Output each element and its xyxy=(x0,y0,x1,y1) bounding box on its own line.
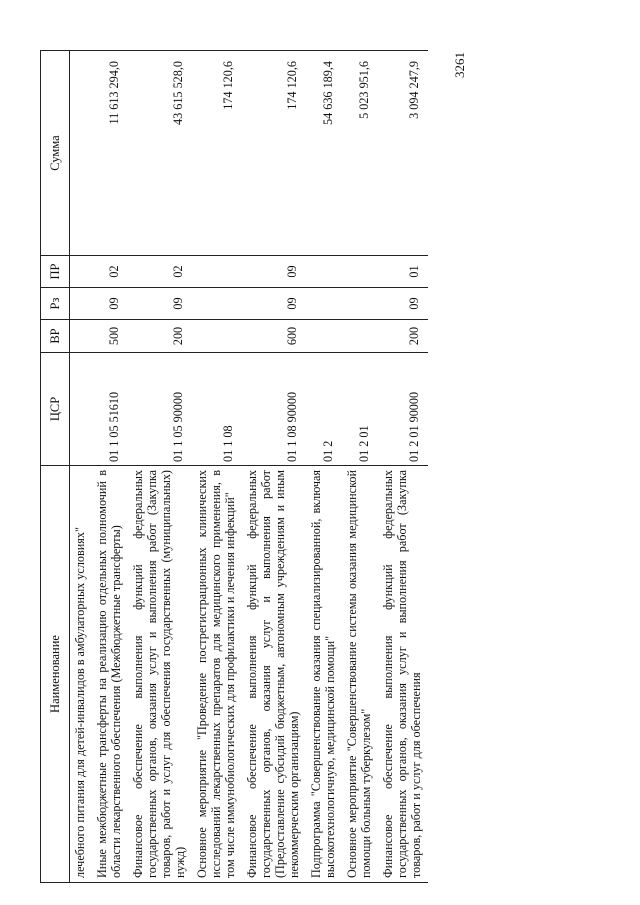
header-pr: ПР xyxy=(41,256,70,288)
row-pr: 02 xyxy=(128,256,192,288)
row-csr: 01 1 08 90000 xyxy=(242,353,306,466)
budget-table xyxy=(40,50,428,883)
row-name: Финансовое обеспечение выполнения функций федеральных государственных органов, оказания услуг и выполнения работ (Предоставление субсидий бюджетным, автономным учреждениям и иным некоммерческим организациям) xyxy=(242,466,306,883)
row-csr: 01 2 01 90000 xyxy=(378,353,428,466)
row-sum: 43 615 528,0 xyxy=(128,51,192,256)
table-row xyxy=(92,51,128,883)
row-vr: 200 xyxy=(128,320,192,353)
row-rz xyxy=(192,288,242,320)
header-csr: ЦСР xyxy=(41,353,70,466)
table-row xyxy=(242,51,306,883)
row-rz: 09 xyxy=(242,288,306,320)
row-pr xyxy=(70,256,93,288)
row-sum: 174 120,6 xyxy=(192,51,242,256)
header-sum: Сумма xyxy=(41,51,70,256)
row-vr xyxy=(192,320,242,353)
row-vr xyxy=(306,320,342,353)
row-sum: 5 023 951,6 xyxy=(342,51,378,256)
header-name: Наименование xyxy=(41,466,70,883)
row-name: Финансовое обеспечение выполнения функций федеральных государственных органов, оказания услуг и выполнения работ (Закупка товаров, работ и услуг для обеспечения xyxy=(378,466,428,883)
row-sum: 3 094 247,9 xyxy=(378,51,428,256)
row-rz: 09 xyxy=(128,288,192,320)
row-pr: 01 xyxy=(378,256,428,288)
row-vr xyxy=(70,320,93,353)
row-name: Основное мероприятие "Совершенствование системы оказания медицинской помощи больным туберкулезом" xyxy=(342,466,378,883)
table-row xyxy=(342,51,378,883)
row-sum xyxy=(70,51,93,256)
row-sum: 174 120,6 xyxy=(242,51,306,256)
row-pr: 09 xyxy=(242,256,306,288)
row-pr xyxy=(306,256,342,288)
row-csr: 01 2 01 xyxy=(342,353,378,466)
row-vr: 600 xyxy=(242,320,306,353)
row-vr xyxy=(342,320,378,353)
row-csr: 01 1 05 51610 xyxy=(92,353,128,466)
table-row xyxy=(378,51,428,883)
row-name: Иные межбюджетные трансферты на реализацию отдельных полномочий в области лекарственного обеспечения (Межбюджетные трансферты) xyxy=(92,466,128,883)
row-name: лечебного питания для детей-инвалидов в амбулаторных условиях" xyxy=(70,466,93,883)
row-csr: 01 1 08 xyxy=(192,353,242,466)
page-number-text: 3261 xyxy=(452,52,467,78)
row-rz: 09 xyxy=(92,288,128,320)
row-name: Основное мероприятие "Проведение пострегистрационных клинических исследований лекарственных препаратов для медицинского применения, в том числе иммунобиологических для профилактики и лечения инфекций" xyxy=(192,466,242,883)
table-row xyxy=(192,51,242,883)
table-row xyxy=(70,51,93,883)
table-row xyxy=(306,51,342,883)
budget-table-rotated xyxy=(40,51,560,883)
row-rz: 09 xyxy=(378,288,428,320)
row-pr xyxy=(192,256,242,288)
row-csr xyxy=(70,353,93,466)
row-csr: 01 2 xyxy=(306,353,342,466)
table-row xyxy=(128,51,192,883)
row-name: Подпрограмма "Совершенствование оказания специализированной, включая высокотехнологичную, медицинской помощи" xyxy=(306,466,342,883)
row-pr xyxy=(342,256,378,288)
row-sum: 54 636 189,4 xyxy=(306,51,342,256)
row-vr: 200 xyxy=(378,320,428,353)
row-vr: 500 xyxy=(92,320,128,353)
row-csr: 01 1 05 90000 xyxy=(128,353,192,466)
row-pr: 02 xyxy=(92,256,128,288)
row-name: Финансовое обеспечение выполнения функций федеральных государственных органов, оказания услуг и выполнения работ (Закупка товаров, работ и услуг для обеспечения государственных (муниципальных) нужд) xyxy=(128,466,192,883)
header-rz: Рз xyxy=(41,288,70,320)
header-row xyxy=(41,51,70,883)
row-rz xyxy=(70,288,93,320)
row-rz xyxy=(306,288,342,320)
row-rz xyxy=(342,288,378,320)
row-sum: 11 613 294,0 xyxy=(92,51,128,256)
header-vr: ВР xyxy=(41,320,70,353)
